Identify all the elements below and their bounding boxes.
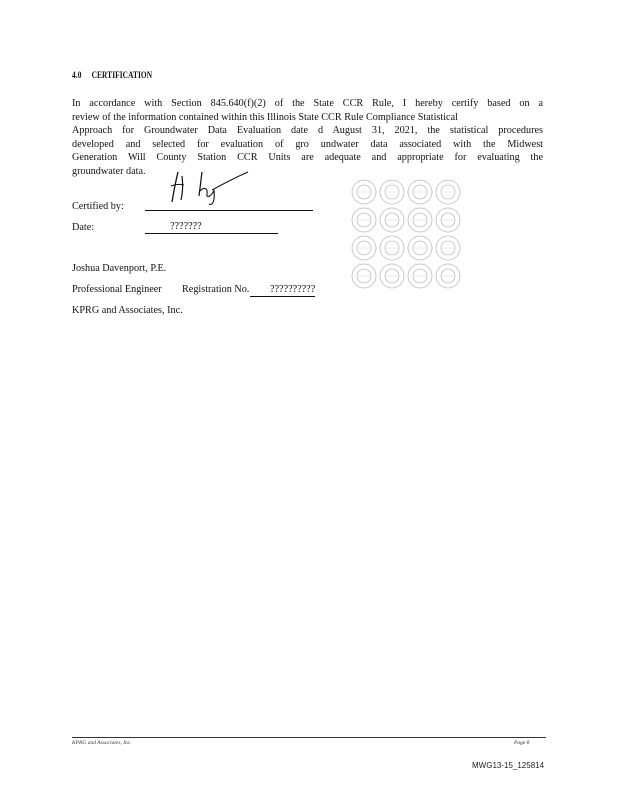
paragraph-line: groundwater data. xyxy=(72,165,146,177)
date-value: ??????? xyxy=(170,221,202,232)
signatory-title: Professional Engineer xyxy=(72,284,162,295)
paragraph-line: In accordance with Section 845.640(f)(2) of the State CCR Rule, I hereby certify based on a xyxy=(72,98,543,109)
document-id: MWG13-15_125814 xyxy=(472,761,545,770)
section-number: 4.0 xyxy=(72,70,82,80)
certified-by-line xyxy=(145,210,313,211)
paragraph-line: Generation Will County Station CCR Units are adequate and appropriate for evaluating the xyxy=(72,152,543,163)
certified-by-label: Certified by: xyxy=(72,201,124,212)
registration-label: Registration No. xyxy=(182,284,250,295)
signature-image xyxy=(168,166,250,206)
registration-value: ?????????? xyxy=(250,284,315,297)
paragraph-line: developed and selected for evaluation of gro undwater data associated with the Midwest xyxy=(72,138,543,150)
section-title: CERTIFICATION xyxy=(91,70,153,80)
section-heading xyxy=(72,70,152,80)
paragraph-line: Approach for Groundwater Data Evaluation date d August 31, 2021, the statistical procedures xyxy=(72,125,543,136)
signatory-company: KPRG and Associates, Inc. xyxy=(72,305,183,316)
certification-paragraph xyxy=(72,97,543,178)
footer-divider xyxy=(72,737,546,738)
professional-seal-stamp xyxy=(350,178,466,290)
footer-page-number: Page 8 xyxy=(514,740,530,746)
paragraph-line: review of the information contained within this Illinois State CCR Rule Compliance Statistical xyxy=(72,111,458,123)
footer-company: KPRG and Associates, Inc. xyxy=(72,740,132,746)
signatory-name: Joshua Davenport, P.E. xyxy=(72,263,167,274)
date-label: Date: xyxy=(72,222,95,233)
date-line xyxy=(145,233,278,234)
